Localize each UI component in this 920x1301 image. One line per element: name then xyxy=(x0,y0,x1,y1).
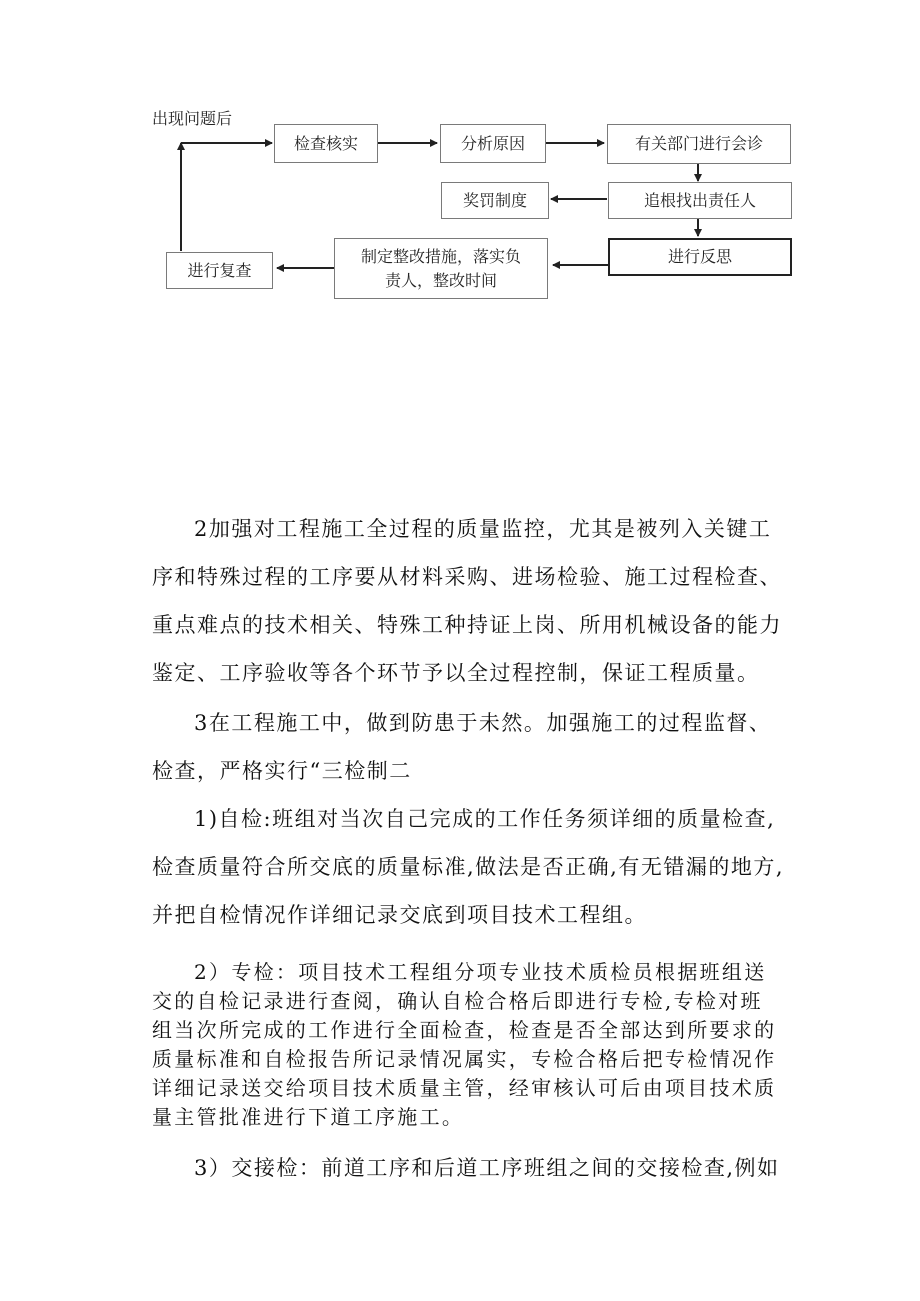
text-line: 2加强对工程施工全过程的质量监控，尤其是被列入关键工 xyxy=(194,517,772,541)
text-line: 鉴定、工序验收等各个环节予以全过程控制，保证工程质量。 xyxy=(152,661,760,685)
text-line: 详细记录送交给项目技术质量主管，经审核认可后由项目技术质 xyxy=(152,1076,777,1100)
box-analyze-cause: 分析原因 xyxy=(440,124,546,163)
text-line: 3）交接检：前道工序和后道工序班组之间的交接检查,例如 xyxy=(194,1156,780,1180)
paragraph-self-check xyxy=(152,795,812,939)
text-line: 3在工程施工中，做到防患于未然。加强施工的过程监督、 xyxy=(194,711,772,735)
flowchart-caption: 出现问题后 xyxy=(152,109,233,128)
box-recheck: 进行复查 xyxy=(166,252,273,289)
box-reflect: 进行反思 xyxy=(608,238,792,276)
text-line: 组当次所完成的工作进行全面检查，检查是否全部达到所要求的 xyxy=(152,1018,777,1042)
text-line: 序和特殊过程的工序要从材料采购、进场检验、施工过程检查、 xyxy=(152,565,782,589)
paragraph-special-check xyxy=(152,958,812,1132)
box-find-responsible: 追根找出责任人 xyxy=(608,182,792,219)
box-rectify xyxy=(334,238,548,299)
box-rectify-line1: 制定整改措施，落实负 xyxy=(360,246,521,266)
box-reward-punish: 奖罚制度 xyxy=(441,182,549,219)
text-line: 量主管批准进行下道工序施工。 xyxy=(152,1105,465,1129)
text-line: 2）专检：项目技术工程组分项专业技术质检员根据班组送 xyxy=(194,960,767,984)
box-rectify-line2: 责人，整改时间 xyxy=(384,270,497,290)
text-line: 重点难点的技术相关、特殊工种持证上岗、所用机械设备的能力 xyxy=(152,613,782,637)
paragraph-prevention xyxy=(152,699,812,795)
text-line: 并把自检情况作详细记录交底到项目技术工程组。 xyxy=(152,903,647,927)
paragraph-quality-monitoring xyxy=(152,505,812,697)
box-joint-meeting: 有关部门进行会诊 xyxy=(607,124,791,164)
text-line: 检查质量符合所交底的质量标准,做法是否正确,有无错漏的地方, xyxy=(152,855,785,879)
text-line: 质量标准和自检报告所记录情况属实，专检合格后把专检情况作 xyxy=(152,1047,777,1071)
text-line: 1)自检:班组对当次自己完成的工作任务须详细的质量检查, xyxy=(194,807,776,831)
box-check-verify: 检查核实 xyxy=(274,124,378,163)
paragraph-handover-check xyxy=(152,1144,812,1192)
text-line: 交的自检记录进行查阅，确认自检合格后即进行专检,专检对班 xyxy=(152,989,763,1013)
text-line: 检查，严格实行“三检制二 xyxy=(152,759,412,783)
